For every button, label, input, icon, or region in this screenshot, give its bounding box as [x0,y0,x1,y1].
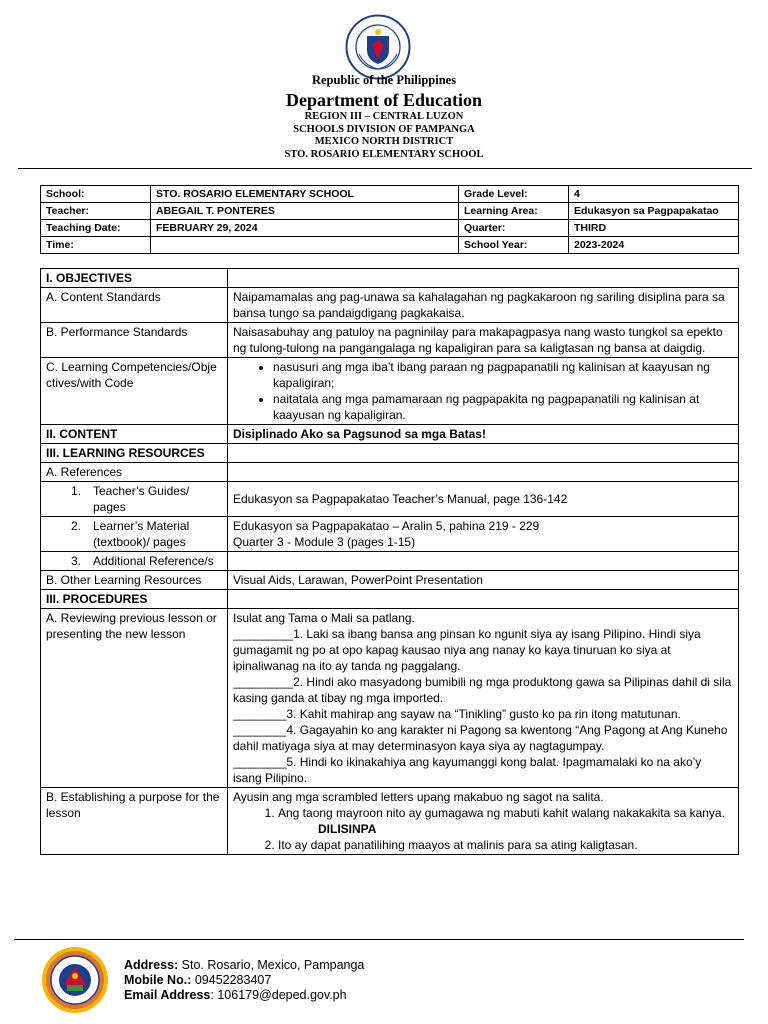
competencies-row [41,358,739,425]
mobile-label: Mobile No.: [124,973,192,987]
resources-heading: III. LEARNING RESOURCES [41,444,228,463]
department-title: Department of Education [286,90,482,110]
content-standards-label: A. Content Standards [41,288,228,323]
ref2-label: Learner’s Material (textbook)/ pages [93,519,190,549]
footer-divider [14,939,744,940]
reference-row-3 [41,552,739,571]
purpose-instruction: Ayusin ang mga scrambled letters upang makabuo ng sagot na salita. [233,790,604,804]
school-line: STO. ROSARIO ELEMENTARY SCHOOL [284,149,484,160]
objectives-row [41,269,739,288]
time-label: Time: [41,237,151,254]
address-value: Sto. Rosario, Mexico, Pampanga [178,958,365,972]
mobile-value: 09452283407 [191,973,272,987]
purpose-list [233,805,733,853]
school-value: STO. ROSARIO ELEMENTARY SCHOOL [151,186,459,203]
review-label: A. Reviewing previous lesson or presenting the new lesson [41,609,228,788]
area-label: Learning Area: [459,203,569,220]
ref1-value-text: Edukasyon sa Pagpapakatao Teacher’s Manual, page 136-142 [233,492,568,506]
review-item: ________4. Gagayahin ko ang karakter ni Pagong sa kwentong “Ang Pagong at Ang Kuneho dahil matiyaga siya at may determinasyon kaya siya ay nagtagumpay. [233,723,728,753]
content-title: Disiplinado Ako sa Pagsunod sa mga Batas! [228,425,739,444]
quarter-label: Quarter: [459,220,569,237]
footer-email [124,988,347,1002]
header-divider [18,168,752,169]
competencies-list [233,359,733,423]
purpose-label: B. Establishing a purpose for the lesson [41,788,228,855]
purpose-item: 2. Ito ay dapat panatilihing maayos at malinis para sa ating kaligtasan. [278,837,733,853]
objectives-heading: I. OBJECTIVES [41,269,228,288]
address-label: Address: [124,958,179,972]
competencies-label: C. Learning Competencies/Objectives/with Code [41,358,228,425]
content-heading: II. CONTENT [41,425,228,444]
performance-standards-text: Naisasabuhay ang patuloy na pagninilay para makapagpasya nang wasto tungkol sa epekto ng tulong-tulong na pangangalaga ng kapaligiran para sa kaligtasan ng bansa at daigdig. [228,323,739,358]
references-row [41,463,739,482]
references-label: A. References [41,463,228,482]
review-item: _________2. Hindi ako masyadong bumibili ng mga produktong gawa sa Pilipinas dahil di sila kasing ganda at tibay ng mga imported. [233,675,732,705]
grade-label: Grade Level: [459,186,569,203]
review-row [41,609,739,788]
time-value [151,237,459,254]
reference-row-2 [41,517,739,552]
competency-item: • nasusuri ang mga iba’t ibang paraan ng pagpapanatili ng kalinisan at kaayusan ng kapaligiran; [273,359,733,391]
year-value: 2023-2024 [569,237,739,254]
purpose-item-text: Ang taong mayroon nito ay gumagawa ng mabuti kahit walang nakakakita sa kanya. [278,806,725,820]
division-line: SCHOOLS DIVISION OF PAMPANGA [293,124,475,135]
date-value: FEBRUARY 29, 2024 [151,220,459,237]
ref2-number: 2. [71,519,82,533]
info-row-school [41,186,739,203]
ref1-label: Teacher’s Guides/ pages [93,484,190,514]
footer-address [124,958,364,972]
teacher-value: ABEGAIL T. PONTERES [151,203,459,220]
lesson-plan-table [40,268,739,855]
republic-line: Republic of the Philippines [311,73,457,87]
district-line: MEXICO NORTH DISTRICT [314,136,454,147]
region-line: REGION III – CENTRAL LUZON [304,111,464,122]
school-logo [40,945,110,1015]
purpose-row [41,788,739,855]
email-label: Email Address [124,988,211,1002]
email-value: : 106179@deped.gov.ph [210,988,347,1002]
review-item: ________5. Hindi ko ikinakahiya ang kayumanggi kong balat. Ipagmamalaki ko na ako’y isang Pilipino. [233,755,702,785]
year-label: School Year: [459,237,569,254]
ref3-label: Additional Reference/s [93,554,214,568]
review-item: _________1. Laki sa ibang bansa ang pinsan ko ngunit siya ay isang Pilipino. Hindi siya gumagamit ng po at opo kapag kausao niya ang nanay ko kaya tinuruan ko siya at ipinaliwanag na ito ay tanda ng paggalang. [233,627,701,673]
procedures-row [41,590,739,609]
info-row-teacher [41,203,739,220]
grade-value: 4 [569,186,739,203]
ref3-number: 3. [71,554,82,568]
info-row-time [41,237,739,254]
performance-standards-row [41,323,739,358]
ref1-value [228,482,739,517]
purpose-item [278,805,733,837]
lesson-info-table [40,185,739,254]
deped-seal-logo [345,14,411,80]
review-item: ________3. Kahit mahirap ang sayaw na “Tinikling” gusto ko pa rin itong matutunan. [233,707,681,721]
other-resources-value: Visual Aids, Larawan, PowerPoint Presentation [228,571,739,590]
review-instruction: Isulat ang Tama o Mali sa patlang. [233,611,415,625]
teacher-label: Teacher: [41,203,151,220]
competency-item: • naitatala ang mga pamamaraan ng pagpapakita ng pagpapanatili ng kalinisan at kaayusan ng kapaligiran. [273,391,733,423]
school-label: School: [41,186,151,203]
other-resources-label: B. Other Learning Resources [41,571,228,590]
date-label: Teaching Date: [41,220,151,237]
footer-mobile [124,973,271,987]
ref1-number: 1. [71,484,82,498]
reference-row-1 [41,482,739,517]
quarter-value: THIRD [569,220,739,237]
ref2-value-line1: Edukasyon sa Pagpapakatao – Aralin 5, pahina 219 - 229 [233,519,540,533]
procedures-heading: III. PROCEDURES [41,590,228,609]
area-value: Edukasyon sa Pagpapakatao [569,203,739,220]
other-resources-row [41,571,739,590]
info-row-date [41,220,739,237]
resources-row [41,444,739,463]
ref2-value-line2: Quarter 3 - Module 3 (pages 1-15) [233,535,416,549]
content-standards-text: Naipamamalas ang pag-unawa sa kahalagahan ng pagkakaroon ng sariling disiplina para sa bansa tungo sa pandaigdigang pagkakaisa. [228,288,739,323]
content-row [41,425,739,444]
performance-standards-label: B. Performance Standards [41,323,228,358]
content-standards-row [41,288,739,323]
scrambled-word: DILISINPA [318,822,377,836]
